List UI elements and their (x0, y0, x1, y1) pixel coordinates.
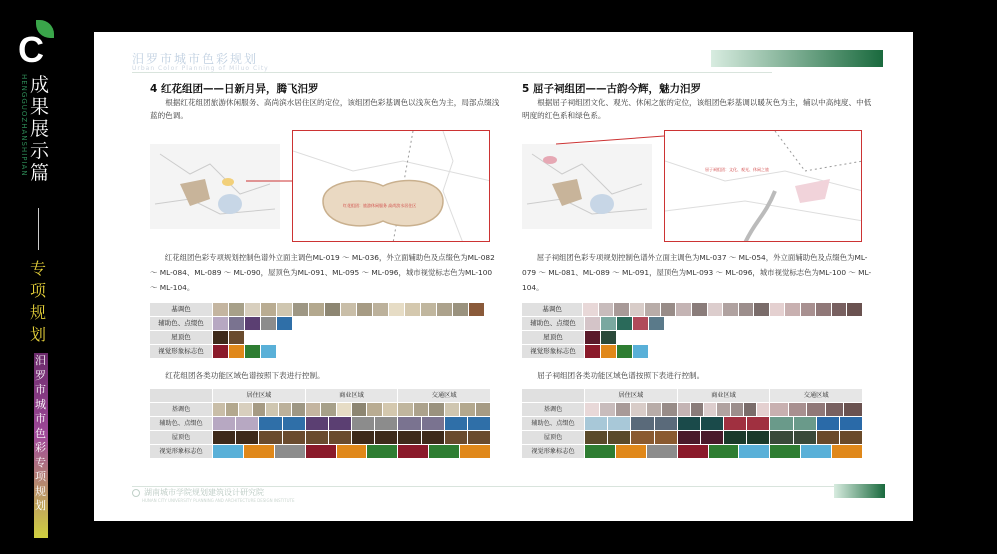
color-swatch (794, 417, 816, 430)
row-label: 屋顶色 (522, 431, 584, 444)
color-swatch (816, 303, 831, 316)
section-intro: 根据屈子祠组团文化、观光、休闲之旅的定位，该组团色彩基调以暖灰色为主，辅以中高纯度、中低明度的红色系和绿色系。 (522, 98, 872, 120)
color-swatch (321, 403, 335, 416)
color-swatch (633, 317, 648, 330)
color-swatch (826, 403, 844, 416)
color-swatch (341, 303, 356, 316)
zoom-map (292, 130, 490, 242)
area-header: 居住区域 (213, 389, 305, 402)
color-swatch (770, 303, 785, 316)
color-swatch (585, 403, 599, 416)
section-quzici (522, 82, 872, 459)
area-header: 商业区域 (306, 389, 398, 402)
section-intro: 根据红花组团旅游休闲服务、高尚滨水居住区的定位，该组团色彩基调色以浅灰色为主，局部点缀浅蓝的色调。 (150, 98, 500, 120)
color-swatch (421, 303, 436, 316)
color-swatch (283, 431, 305, 444)
color-swatch (647, 403, 661, 416)
color-swatch (266, 403, 278, 416)
color-swatch (794, 431, 816, 444)
area-swatches (305, 431, 398, 444)
palette-row (522, 331, 862, 344)
color-swatch (277, 317, 292, 330)
table-row (150, 431, 490, 444)
color-swatch (661, 303, 676, 316)
institute-logo-icon (132, 489, 140, 497)
color-swatch (213, 403, 225, 416)
color-swatch (292, 403, 304, 416)
color-swatch (277, 303, 292, 316)
color-swatch (630, 303, 645, 316)
color-swatch (253, 403, 265, 416)
color-swatch (631, 403, 645, 416)
color-swatch (676, 303, 691, 316)
color-swatch (375, 431, 397, 444)
area-swatches (584, 417, 677, 430)
page-footer-sub: HUNAN CITY UNIVERSITY PLANNING AND ARCHITECTURE DESIGN INSTITUTE (142, 498, 295, 503)
color-swatch (847, 303, 862, 316)
color-swatch (585, 445, 615, 458)
color-palette (522, 303, 862, 358)
color-swatch (617, 317, 632, 330)
table-row (522, 403, 862, 416)
color-swatch (259, 431, 281, 444)
color-swatch (678, 403, 690, 416)
color-swatch (460, 403, 474, 416)
palette-label: 基调色 (150, 303, 212, 316)
color-swatch (367, 445, 397, 458)
color-swatch (239, 403, 251, 416)
sidebar-sub: 汨罗市城市色彩专项规划 (35, 354, 46, 512)
color-swatch (422, 417, 444, 430)
footer-accent (834, 484, 885, 498)
color-swatch (770, 445, 800, 458)
color-swatch (744, 403, 756, 416)
color-swatch (817, 431, 839, 444)
location-map (522, 144, 652, 229)
section-description: 红花组团色彩专项规划控制色谱外立面主调色ML-019 ～ ML-036，外立面辅助色及点缀色为ML-082 ～ ML-084、ML-089 ～ ML-090，屋顶色为ML-091、ML-095 ～ ML-096，城市视觉标志色为ML-100 ～ ML-104。 (150, 253, 495, 292)
color-swatch (213, 345, 228, 358)
color-swatch (337, 403, 351, 416)
area-header: 交通区域 (770, 389, 862, 402)
color-swatch (840, 431, 862, 444)
color-swatch (691, 403, 703, 416)
sidebar-pinyin: HENGGUOZHANSHIPIAN (20, 74, 28, 177)
area-swatches (769, 417, 862, 430)
color-swatch (747, 431, 769, 444)
color-swatch (460, 445, 490, 458)
area-swatches (584, 431, 677, 444)
color-swatch (375, 417, 397, 430)
color-swatch (717, 403, 729, 416)
map-area (150, 130, 500, 245)
area-swatches (212, 403, 305, 416)
area-swatches (677, 417, 770, 430)
leader-line (556, 134, 664, 146)
table-row (150, 445, 490, 458)
area-swatches (769, 445, 862, 458)
color-swatch (724, 431, 746, 444)
color-swatch (731, 403, 743, 416)
color-swatch (770, 417, 792, 430)
color-swatch (429, 403, 443, 416)
area-swatches (677, 445, 770, 458)
palette-row (150, 317, 490, 330)
color-swatch (600, 403, 614, 416)
row-label: 视觉形象标志色 (522, 445, 584, 458)
color-swatch (309, 303, 324, 316)
color-swatch (585, 317, 600, 330)
palette-row (150, 345, 490, 358)
color-swatch (389, 303, 404, 316)
color-swatch (306, 403, 320, 416)
color-swatch (352, 403, 366, 416)
color-swatch (429, 445, 459, 458)
header-rule (132, 72, 772, 73)
area-swatches (305, 445, 398, 458)
color-swatch (337, 445, 367, 458)
table-corner (150, 389, 212, 402)
sidebar (0, 0, 70, 554)
color-swatch (213, 317, 228, 330)
area-header: 交通区域 (398, 389, 490, 402)
color-swatch (701, 431, 723, 444)
area-swatches (212, 417, 305, 430)
color-swatch (817, 417, 839, 430)
palette-label: 视觉形象标志色 (150, 345, 212, 358)
color-swatch (329, 431, 351, 444)
color-swatch (631, 417, 653, 430)
color-swatch (476, 403, 490, 416)
color-swatch (213, 303, 228, 316)
area-swatches (677, 403, 770, 416)
color-swatch (789, 403, 807, 416)
color-swatch (213, 445, 243, 458)
color-swatch (244, 445, 274, 458)
color-swatch (261, 303, 276, 316)
area-swatches (769, 403, 862, 416)
color-swatch (754, 303, 769, 316)
page-header: 汨罗市城市色彩规划 (132, 52, 259, 66)
color-swatch (306, 417, 328, 430)
color-swatch (445, 403, 459, 416)
color-swatch (468, 417, 490, 430)
color-swatch (583, 303, 598, 316)
table-note: 屈子祠组团各类功能区域色谱按照下表进行控制。 (537, 371, 705, 380)
divider (38, 208, 39, 250)
color-swatch (445, 431, 467, 444)
color-swatch (226, 403, 238, 416)
row-label: 辅助色、点缀色 (150, 417, 212, 430)
palette-label: 视觉形象标志色 (522, 345, 584, 358)
color-swatch (373, 303, 388, 316)
color-swatch (383, 403, 397, 416)
color-swatch (352, 417, 374, 430)
color-swatch (844, 403, 862, 416)
logo-letter: C (18, 29, 44, 70)
section-title: 4 红花组团——日新月异，腾飞汨罗 (150, 83, 319, 95)
color-swatch (832, 303, 847, 316)
table-corner (522, 389, 584, 402)
color-swatch (645, 303, 660, 316)
color-swatch (329, 417, 351, 430)
color-swatch (616, 445, 646, 458)
color-swatch (325, 303, 340, 316)
zone-color-table (150, 389, 490, 458)
color-swatch (398, 445, 428, 458)
area-swatches (212, 431, 305, 444)
color-swatch (236, 431, 258, 444)
color-swatch (469, 303, 484, 316)
palette-label: 屋顶色 (522, 331, 584, 344)
color-swatch (275, 445, 305, 458)
area-swatches (212, 445, 305, 458)
map-label: 屈子祠组团：文化、观光、休闲之旅 (705, 167, 769, 172)
color-swatch (678, 417, 700, 430)
area-swatches (305, 403, 398, 416)
color-swatch (601, 345, 616, 358)
section-title: 5 屈子祠组团——古韵今辉，魅力汨罗 (522, 83, 701, 95)
color-swatch (445, 417, 467, 430)
color-swatch (801, 303, 816, 316)
color-swatch (678, 431, 700, 444)
color-swatch (414, 403, 428, 416)
color-swatch (306, 445, 336, 458)
color-swatch (801, 445, 831, 458)
table-header-row (150, 389, 490, 402)
color-swatch (840, 417, 862, 430)
color-swatch (245, 317, 260, 330)
area-swatches (769, 431, 862, 444)
area-swatches (397, 403, 490, 416)
palette-row (522, 303, 862, 316)
palette-row (150, 331, 490, 344)
row-label: 基调色 (522, 403, 584, 416)
color-swatch (213, 417, 235, 430)
color-swatch (398, 431, 420, 444)
document-page (94, 32, 913, 521)
color-swatch (614, 303, 629, 316)
color-swatch (585, 331, 600, 344)
color-swatch (704, 403, 716, 416)
color-swatch (405, 303, 420, 316)
color-swatch (283, 417, 305, 430)
color-swatch (585, 345, 600, 358)
area-swatches (397, 445, 490, 458)
color-swatch (757, 403, 769, 416)
page-footer: 湖南城市学院规划建筑设计研究院 (144, 488, 264, 497)
color-swatch (647, 445, 677, 458)
area-header: 居住区域 (585, 389, 677, 402)
table-header-row (522, 389, 862, 402)
color-swatch (655, 417, 677, 430)
color-swatch (724, 417, 746, 430)
area-swatches (305, 417, 398, 430)
palette-row (522, 317, 862, 330)
color-swatch (739, 445, 769, 458)
color-swatch (599, 303, 614, 316)
color-swatch (617, 345, 632, 358)
area-swatches (397, 431, 490, 444)
color-swatch (678, 445, 708, 458)
table-note: 红花组团各类功能区域色谱按照下表进行控制。 (165, 371, 325, 380)
color-swatch (352, 431, 374, 444)
page-header-sub: Urban Color Planning of Miluo City (132, 65, 269, 72)
row-label: 基调色 (150, 403, 212, 416)
color-swatch (723, 303, 738, 316)
color-swatch (692, 303, 707, 316)
color-swatch (739, 303, 754, 316)
color-swatch (229, 317, 244, 330)
palette-row (522, 345, 862, 358)
color-swatch (807, 403, 825, 416)
row-label: 屋顶色 (150, 431, 212, 444)
color-palette (150, 303, 490, 358)
color-swatch (608, 431, 630, 444)
color-swatch (601, 317, 616, 330)
color-swatch (608, 417, 630, 430)
color-swatch (261, 345, 276, 358)
color-swatch (245, 303, 260, 316)
table-row (522, 417, 862, 430)
color-swatch (832, 445, 862, 458)
color-swatch (701, 417, 723, 430)
table-row (150, 403, 490, 416)
color-swatch (662, 403, 676, 416)
color-swatch (468, 431, 490, 444)
color-swatch (293, 303, 308, 316)
color-swatch (633, 345, 648, 358)
location-map (150, 144, 280, 229)
palette-label: 辅助色、点缀色 (522, 317, 584, 330)
zoom-map-drawing (293, 131, 490, 242)
color-swatch (398, 417, 420, 430)
color-swatch (213, 431, 235, 444)
color-swatch (213, 331, 228, 344)
color-swatch (649, 317, 664, 330)
color-swatch (437, 303, 452, 316)
table-row (522, 431, 862, 444)
color-swatch (616, 403, 630, 416)
color-swatch (747, 417, 769, 430)
color-swatch (770, 403, 788, 416)
table-row (150, 417, 490, 430)
color-swatch (259, 417, 281, 430)
color-swatch (585, 417, 607, 430)
color-swatch (708, 303, 723, 316)
color-swatch (367, 403, 381, 416)
palette-label: 基调色 (522, 303, 582, 316)
palette-row (150, 303, 490, 316)
zoom-map-drawing (665, 131, 862, 242)
section-description: 屈子祠组团色彩专项规划控制色谱外立面主调色为ML-037 ～ ML-054，外立面辅助色及点缀色为ML-079 ～ ML-081、ML-089 ～ ML-091，屋顶色为ML-093 ～ ML-096，城市视觉标志色为ML-100 ～ ML-104。 (522, 253, 872, 292)
color-swatch (261, 317, 276, 330)
area-swatches (584, 403, 677, 416)
color-swatch (631, 431, 653, 444)
map-label: 红花组团：旅游休闲服务 高尚滨水居住区 (343, 203, 417, 208)
table-row (522, 445, 862, 458)
header-accent (711, 50, 883, 67)
map-area (522, 130, 872, 245)
area-swatches (397, 417, 490, 430)
color-swatch (422, 431, 444, 444)
sidebar-title: 成果展示篇 (30, 74, 50, 184)
color-swatch (585, 431, 607, 444)
color-swatch (453, 303, 468, 316)
color-swatch (655, 431, 677, 444)
color-swatch (229, 303, 244, 316)
color-swatch (279, 403, 291, 416)
zone-color-table (522, 389, 862, 458)
color-swatch (770, 431, 792, 444)
color-swatch (357, 303, 372, 316)
color-swatch (398, 403, 412, 416)
section-hongua (150, 82, 500, 459)
area-swatches (677, 431, 770, 444)
palette-label: 辅助色、点缀色 (150, 317, 212, 330)
color-swatch (236, 417, 258, 430)
area-swatches (584, 445, 677, 458)
area-header: 商业区域 (678, 389, 770, 402)
sidebar-category: 专项规划 (30, 259, 47, 344)
color-swatch (245, 345, 260, 358)
color-swatch (785, 303, 800, 316)
color-swatch (709, 445, 739, 458)
color-swatch (229, 331, 244, 344)
row-label: 辅助色、点缀色 (522, 417, 584, 430)
color-swatch (229, 345, 244, 358)
zoom-map (664, 130, 862, 242)
color-swatch (306, 431, 328, 444)
row-label: 视觉形象标志色 (150, 445, 212, 458)
color-swatch (601, 331, 616, 344)
leader-line (246, 178, 292, 184)
palette-label: 屋顶色 (150, 331, 212, 344)
